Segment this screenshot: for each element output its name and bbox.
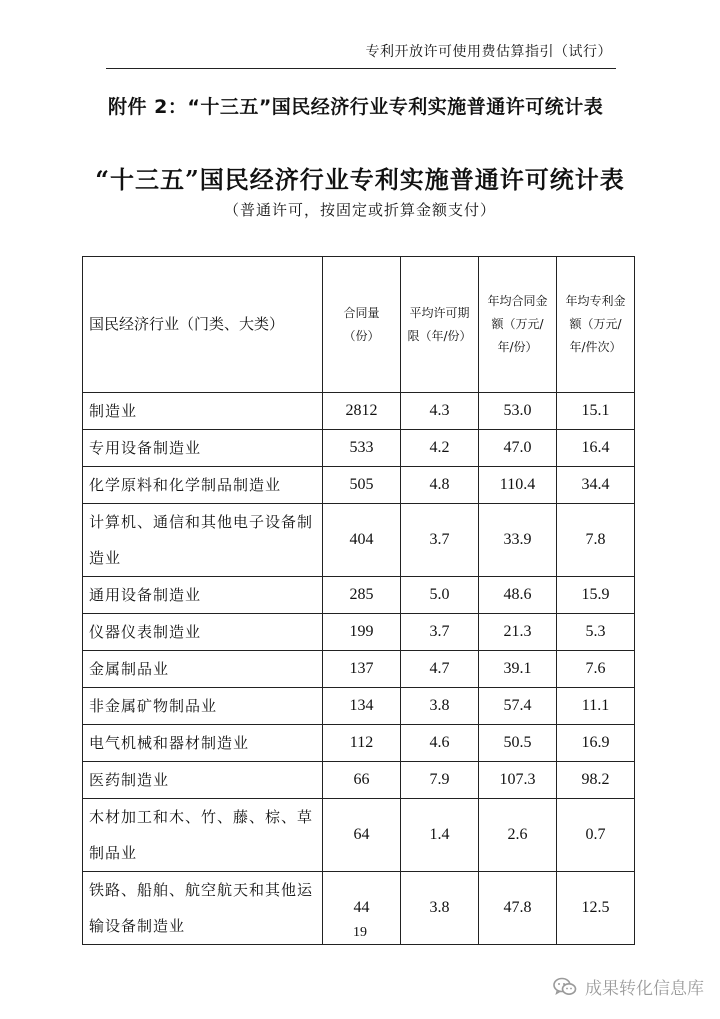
row-industry: 非金属矿物制品业 xyxy=(83,688,323,725)
table-title: “十三五”国民经济行业专利实施普通许可统计表 xyxy=(95,165,625,194)
row-avg-term: 4.2 xyxy=(401,430,479,467)
row-contracts: 533 xyxy=(323,430,401,467)
header-industry: 国民经济行业（门类、大类） xyxy=(83,257,323,393)
row-patent-amount: 34.4 xyxy=(557,467,635,504)
row-patent-amount: 12.5 xyxy=(557,872,635,945)
row-patent-amount: 7.8 xyxy=(557,504,635,577)
row-industry: 木材加工和木、竹、藤、棕、草制品业 xyxy=(83,799,323,872)
row-avg-term: 3.7 xyxy=(401,504,479,577)
row-industry: 制造业 xyxy=(83,393,323,430)
header-patent-amount: 年均专利金额（万元/年/件次） xyxy=(557,257,635,393)
row-industry: 铁路、船舶、航空航天和其他运输设备制造业 xyxy=(83,872,323,945)
row-contract-amount: 21.3 xyxy=(479,614,557,651)
row-avg-term: 3.8 xyxy=(401,872,479,945)
row-contracts: 2812 xyxy=(323,393,401,430)
row-patent-amount: 7.6 xyxy=(557,651,635,688)
row-contracts: 505 xyxy=(323,467,401,504)
watermark xyxy=(553,974,704,999)
row-avg-term: 4.3 xyxy=(401,393,479,430)
header-contracts: 合同量（份） xyxy=(323,257,401,393)
header-avg-term: 平均许可期限（年/份） xyxy=(401,257,479,393)
row-contracts: 66 xyxy=(323,762,401,799)
row-industry: 电气机械和器材制造业 xyxy=(83,725,323,762)
row-industry: 仪器仪表制造业 xyxy=(83,614,323,651)
appendix-title: 附件 2：“十三五”国民经济行业专利实施普通许可统计表 xyxy=(108,96,604,118)
row-patent-amount: 5.3 xyxy=(557,614,635,651)
row-contract-amount: 57.4 xyxy=(479,688,557,725)
row-industry: 金属制品业 xyxy=(83,651,323,688)
row-contract-amount: 50.5 xyxy=(479,725,557,762)
page-number: 19 xyxy=(353,925,367,940)
row-contract-amount: 47.0 xyxy=(479,430,557,467)
row-contracts: 404 xyxy=(323,504,401,577)
row-contract-amount: 53.0 xyxy=(479,393,557,430)
row-contracts: 64 xyxy=(323,799,401,872)
row-contract-amount: 2.6 xyxy=(479,799,557,872)
wechat-icon xyxy=(553,977,577,997)
row-avg-term: 3.7 xyxy=(401,614,479,651)
row-avg-term: 4.6 xyxy=(401,725,479,762)
row-contract-amount: 33.9 xyxy=(479,504,557,577)
table-row xyxy=(83,430,635,467)
row-contract-amount: 107.3 xyxy=(479,762,557,799)
row-contract-amount: 110.4 xyxy=(479,467,557,504)
statistics-table xyxy=(82,256,635,945)
watermark-text: 成果转化信息库 xyxy=(585,979,704,999)
table-row xyxy=(83,467,635,504)
table-row xyxy=(83,762,635,799)
row-patent-amount: 15.1 xyxy=(557,393,635,430)
row-patent-amount: 98.2 xyxy=(557,762,635,799)
row-contract-amount: 47.8 xyxy=(479,872,557,945)
row-avg-term: 4.7 xyxy=(401,651,479,688)
row-contracts: 44 xyxy=(323,872,401,945)
row-contracts: 134 xyxy=(323,688,401,725)
row-industry: 专用设备制造业 xyxy=(83,430,323,467)
row-industry: 通用设备制造业 xyxy=(83,577,323,614)
row-contracts: 199 xyxy=(323,614,401,651)
row-contract-amount: 48.6 xyxy=(479,577,557,614)
row-contracts: 112 xyxy=(323,725,401,762)
row-patent-amount: 16.9 xyxy=(557,725,635,762)
row-industry: 计算机、通信和其他电子设备制造业 xyxy=(83,504,323,577)
table-row xyxy=(83,614,635,651)
row-contract-amount: 39.1 xyxy=(479,651,557,688)
row-avg-term: 3.8 xyxy=(401,688,479,725)
row-patent-amount: 11.1 xyxy=(557,688,635,725)
table-subtitle: （普通许可，按固定或折算金额支付） xyxy=(223,201,496,219)
row-industry: 医药制造业 xyxy=(83,762,323,799)
row-avg-term: 4.8 xyxy=(401,467,479,504)
table-row xyxy=(83,725,635,762)
table-row xyxy=(83,577,635,614)
table-header-row xyxy=(83,257,635,393)
row-avg-term: 7.9 xyxy=(401,762,479,799)
header-rule xyxy=(106,68,616,69)
table-row xyxy=(83,688,635,725)
row-patent-amount: 0.7 xyxy=(557,799,635,872)
header-contract-amount: 年均合同金额（万元/年/份） xyxy=(479,257,557,393)
table-body xyxy=(83,393,635,945)
row-contracts: 137 xyxy=(323,651,401,688)
table-row xyxy=(83,799,635,872)
row-avg-term: 5.0 xyxy=(401,577,479,614)
row-avg-term: 1.4 xyxy=(401,799,479,872)
running-header: 专利开放许可使用费估算指引（试行） xyxy=(365,44,612,60)
row-patent-amount: 16.4 xyxy=(557,430,635,467)
table-row xyxy=(83,651,635,688)
row-patent-amount: 15.9 xyxy=(557,577,635,614)
row-industry: 化学原料和化学制品制造业 xyxy=(83,467,323,504)
table-row xyxy=(83,393,635,430)
row-contracts: 285 xyxy=(323,577,401,614)
table-row xyxy=(83,504,635,577)
